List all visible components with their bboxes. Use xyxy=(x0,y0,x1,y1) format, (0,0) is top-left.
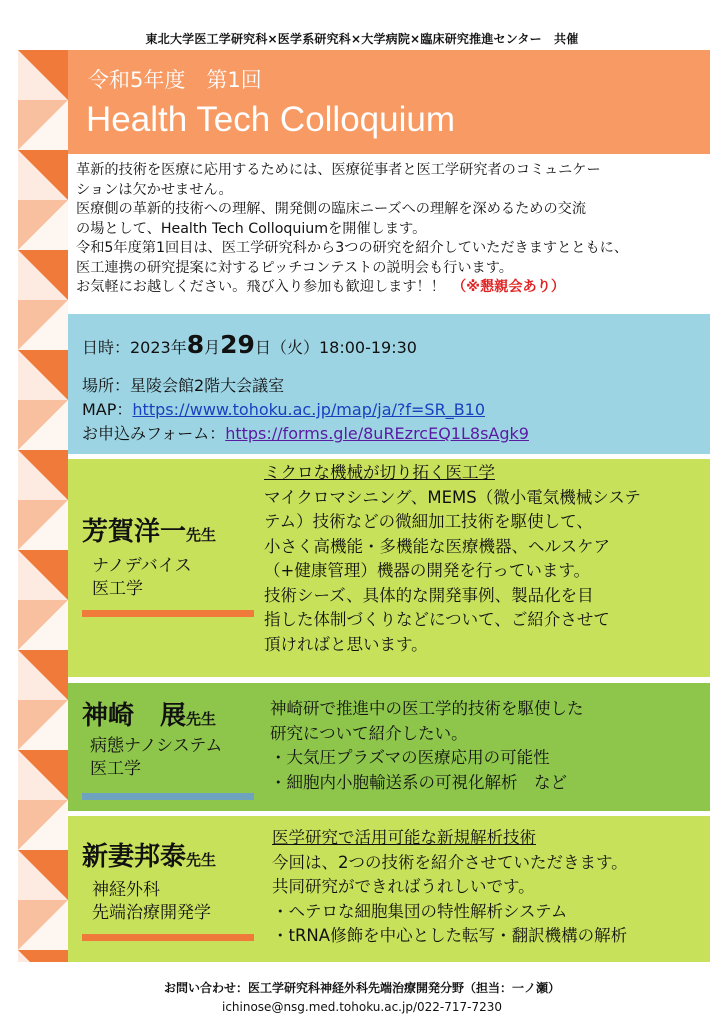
desc-line: 共同研究ができればうれしいです。 xyxy=(272,877,535,896)
speaker-card-niizuma xyxy=(68,816,710,962)
speaker-department xyxy=(92,879,211,925)
desc-line: 今回は、2つの技術を紹介させていただきます。 xyxy=(272,852,628,872)
application-form-link[interactable]: https://forms.gle/8uREzrcEQ1L8sAgk9 xyxy=(225,424,529,443)
dept-line: 医工学 xyxy=(92,579,143,599)
title-banner xyxy=(68,50,710,154)
intro-line: ションは欠かせません。 xyxy=(76,181,233,198)
venue-block xyxy=(82,374,529,446)
intro-last-line xyxy=(76,278,716,298)
speaker-name-text: 新妻邦泰 xyxy=(82,842,187,872)
welcome-text: お気軽にお越しください。飛び入り参加も歓迎します！！ xyxy=(76,279,445,295)
dept-line: 神経外科 xyxy=(92,880,160,900)
map-row xyxy=(82,398,529,422)
speaker-card-kanzaki xyxy=(68,683,710,811)
date-day: 29 xyxy=(220,330,255,359)
speaker-description xyxy=(272,826,628,949)
desc-line: 小さく高機能・多機能な医療機器、ヘルスケア xyxy=(264,536,611,556)
desc-line: 研究について紹介したい。 xyxy=(270,723,468,743)
organizers-line: 東北大学医工学研究科×医学系研究科×大学病院×臨床研究推進センター 共催 xyxy=(145,32,579,46)
form-row xyxy=(82,422,529,446)
speaker-name xyxy=(82,511,216,548)
map-link[interactable]: https://www.tohoku.ac.jp/map/ja/?f=SR_B10 xyxy=(132,400,486,419)
date-month: 8 xyxy=(186,330,205,359)
event-datetime xyxy=(82,330,417,359)
speaker-name xyxy=(82,836,216,873)
talk-topic: 医学研究で活用可能な新規解析技術 xyxy=(272,828,536,847)
speaker-card-haga xyxy=(68,459,710,677)
dept-line: 先端治療開発学 xyxy=(92,903,211,923)
dept-line: ナノデバイス xyxy=(92,556,192,576)
intro-text xyxy=(76,161,716,298)
decorative-triangle-strip xyxy=(18,50,68,962)
speaker-department xyxy=(90,735,222,781)
speaker-title-suffix: 先生 xyxy=(186,851,217,869)
speaker-description xyxy=(270,697,584,795)
speaker-title-suffix: 先生 xyxy=(186,526,217,544)
speaker-name-text: 芳賀洋一 xyxy=(82,517,187,547)
date-label: 日時：2023年 xyxy=(82,338,187,357)
day-unit: 日 xyxy=(254,338,271,357)
desc-line: ・大気圧プラズマの医療応用の可能性 xyxy=(270,748,550,767)
event-time: （火）18:00-19:30 xyxy=(270,338,417,357)
dept-line: 医工学 xyxy=(90,759,141,779)
intro-line: 医療側の革新的技術への理解、開発側の臨床ニーズへの理解を深めるための交流 xyxy=(76,201,587,217)
reception-note: （※懇親会あり） xyxy=(459,279,566,295)
speaker-description xyxy=(264,461,641,657)
month-unit: 月 xyxy=(204,338,221,357)
contact-footer xyxy=(0,979,724,1017)
desc-line: テム）技術などの微細加工技術を駆使して、 xyxy=(264,512,593,531)
intro-line: 医工連携の研究提案に対するピッチコンテストの説明会も行います。 xyxy=(76,259,513,276)
contact-line: お問い合わせ：医工学研究科神経外科先端治療開発分野（担当：一ノ瀬） xyxy=(163,981,560,995)
form-label: お申込みフォーム： xyxy=(82,424,226,443)
desc-line: ・ヘテロな細胞集団の特性解析システム xyxy=(272,901,568,921)
map-label: MAP： xyxy=(82,400,133,419)
intro-line: 令和5年度第1回目は、医工学研究科から3つの研究を紹介していただきますとともに、 xyxy=(76,240,629,256)
desc-line: ・tRNA修飾を中心とした転写・翻訳機構の解析 xyxy=(272,926,628,945)
venue-text: 場所：星陵会館2階大会議室 xyxy=(82,376,285,395)
speaker-department xyxy=(92,555,192,601)
talk-topic: ミクロな機械が切り拓く医工学 xyxy=(264,463,495,482)
desc-line: マイクロマシニング、MEMS（微小電気機械システ xyxy=(264,487,641,507)
contact-email-phone[interactable]: ichinose@nsg.med.tohoku.ac.jp/022-717-7230 xyxy=(221,1000,502,1014)
desc-line: 指した体制づくりなどについて、ご紹介させて xyxy=(264,610,610,629)
desc-line: 神崎研で推進中の医工学的技術を駆使した xyxy=(270,699,584,718)
intro-line: の場として、Health Tech Colloquiumを開催します。 xyxy=(76,220,427,237)
speaker-title-suffix: 先生 xyxy=(186,710,217,728)
desc-line: ・細胞内小胞輸送系の可視化解析 など xyxy=(270,772,567,792)
speaker-name-text: 神崎 展 xyxy=(82,701,187,731)
event-title: Health Tech Colloquium xyxy=(86,100,456,139)
dept-line: 病態ナノシステム xyxy=(90,736,223,756)
speaker-underline-bar xyxy=(82,934,254,941)
speaker-name xyxy=(82,695,216,732)
event-info-box xyxy=(68,314,710,454)
intro-line: 革新的技術を医療に応用するためには、医療従事者と医工学研究者のコミュニケー xyxy=(76,162,601,178)
speaker-underline-bar xyxy=(82,793,254,800)
speaker-underline-bar xyxy=(82,610,254,617)
desc-line: 技術シーズ、具体的な開発事例、製品化を目 xyxy=(264,585,594,605)
desc-line: （+健康管理）機器の開発を行っています。 xyxy=(264,561,591,580)
event-series: 令和5年度 第1回 xyxy=(88,68,262,92)
desc-line: 頂ければと思います。 xyxy=(264,634,428,654)
